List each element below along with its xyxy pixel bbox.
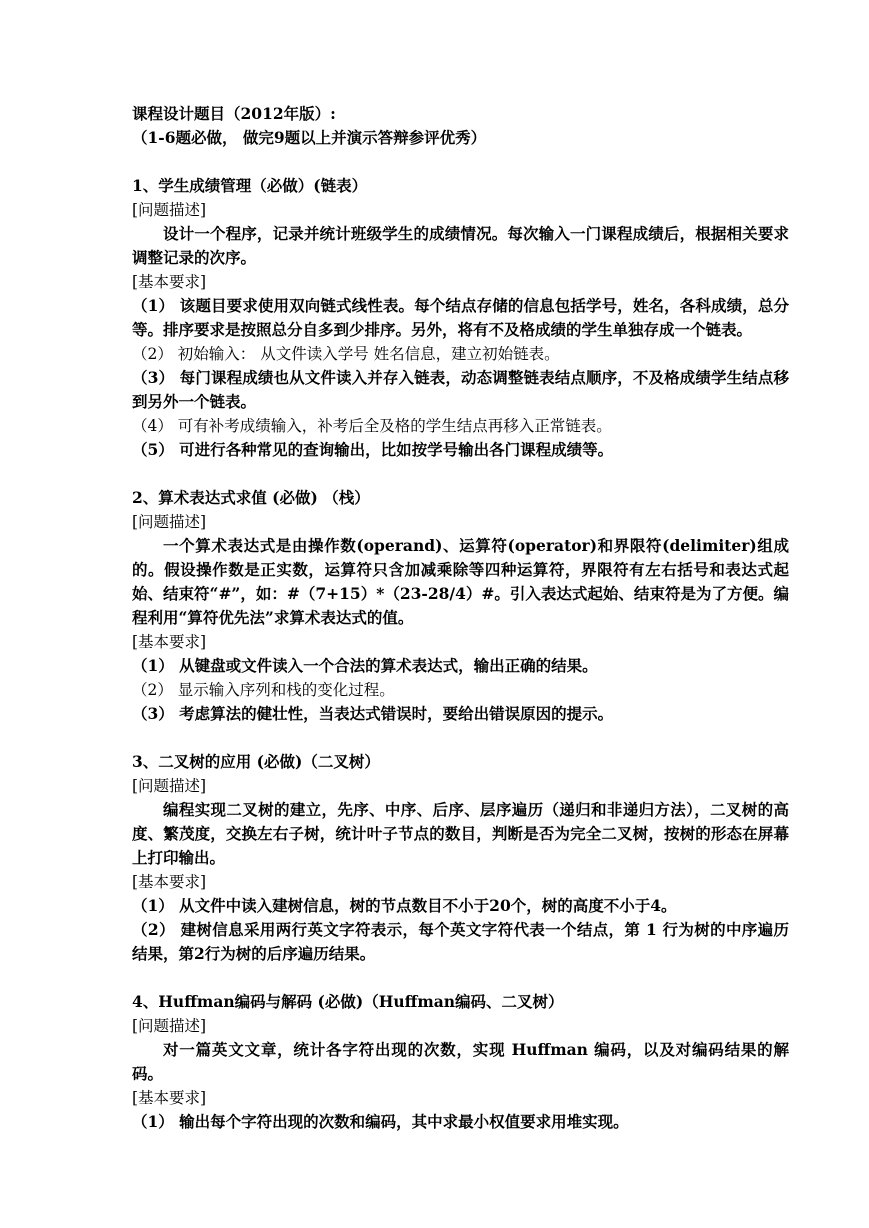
requirement-item: （3） 每门课程成绩也从文件读入并存入链表，动态调整链表结点顺序，不及格成绩学生结点移到另外一个链表。 <box>132 368 789 411</box>
basic-requirements-label: [基本要求] <box>132 873 207 891</box>
section-heading: 2、算术表达式求值 (必做) （栈） <box>132 488 370 507</box>
problem-description-label: [问题描述] <box>132 513 207 531</box>
document-subtitle: （1-6题必做， 做完9题以上并演示答辩参评优秀） <box>132 128 487 147</box>
requirement-item: （5） 可进行各种常见的查询输出，比如按学号输出各门课程成绩等。 <box>132 440 614 459</box>
requirement-item: （4） 可有补考成绩输入，补考后全及格的学生结点再移入正常链表。 <box>132 417 612 435</box>
section-1 <box>132 174 789 462</box>
problem-description: 对一篇英文文章，统计各字符出现的次数，实现 Huffman 编码，以及对编码结果的解码。 <box>132 1040 789 1083</box>
problem-description: 设计一个程序，记录并统计班级学生的成绩情况。每次输入一门课程成绩后，根据相关要求调整记录的次序。 <box>132 224 789 267</box>
spacer <box>132 726 789 750</box>
section-2 <box>132 486 789 726</box>
document-title: 课程设计题目（2012年版）: <box>132 104 336 123</box>
section-3 <box>132 750 789 966</box>
requirement-item: （2） 初始输入： 从文件读入学号 姓名信息，建立初始链表。 <box>132 345 560 363</box>
problem-description: 一个算术表达式是由操作数(operand)、运算符(operator)和界限符(delimiter)组成的。假设操作数是正实数，运算符只含加减乘除等四种运算符，界限符有左右括号和表达式起始、结束符“#”，如：#（7+15）*（23-28/4）#。引入表达式起始、结束符是为了方便。编程利用“算符优先法”求算术表达式的值。 <box>132 536 789 627</box>
requirement-item: （1） 该题目要求使用双向链式线性表。每个结点存储的信息包括学号，姓名，各科成绩，总分等。排序要求是按照总分自多到少排序。另外，将有不及格成绩的学生单独存成一个链表。 <box>132 296 789 339</box>
section-4 <box>132 990 789 1134</box>
requirement-item: （2） 显示输入序列和栈的变化过程。 <box>132 681 395 699</box>
spacer <box>132 150 789 174</box>
requirement-item: （1） 输出每个字符出现的次数和编码，其中求最小权值要求用堆实现。 <box>132 1112 629 1131</box>
basic-requirements-label: [基本要求] <box>132 1089 207 1107</box>
problem-description: 编程实现二叉树的建立，先序、中序、后序、层序遍历（递归和非递归方法），二叉树的高度、繁茂度，交换左右子树，统计叶子节点的数目，判断是否为完全二叉树，按树的形态在屏幕上打印输出。 <box>132 800 789 867</box>
problem-description-label: [问题描述] <box>132 1017 207 1035</box>
requirement-item: （2） 建树信息采用两行英文字符表示，每个英文字符代表一个结点，第 1 行为树的中序遍历结果，第2行为树的后序遍历结果。 <box>132 920 789 963</box>
spacer <box>132 966 789 990</box>
basic-requirements-label: [基本要求] <box>132 273 207 291</box>
problem-description-label: [问题描述] <box>132 777 207 795</box>
requirement-item: （1） 从文件中读入建树信息，树的节点数目不小于20个，树的高度不小于4。 <box>132 896 677 915</box>
requirement-item: （3） 考虑算法的健壮性，当表达式错误时，要给出错误原因的提示。 <box>132 704 614 723</box>
problem-description-label: [问题描述] <box>132 201 207 219</box>
basic-requirements-label: [基本要求] <box>132 633 207 651</box>
requirement-item: （1） 从键盘或文件读入一个合法的算术表达式，输出正确的结果。 <box>132 656 598 675</box>
section-heading: 4、Huffman编码与解码 (必做)（Huffman编码、二叉树） <box>132 992 564 1011</box>
section-heading: 1、学生成绩管理（必做）(链表） <box>132 176 368 195</box>
section-heading: 3、二叉树的应用 (必做)（二叉树） <box>132 752 380 771</box>
spacer <box>132 462 789 486</box>
